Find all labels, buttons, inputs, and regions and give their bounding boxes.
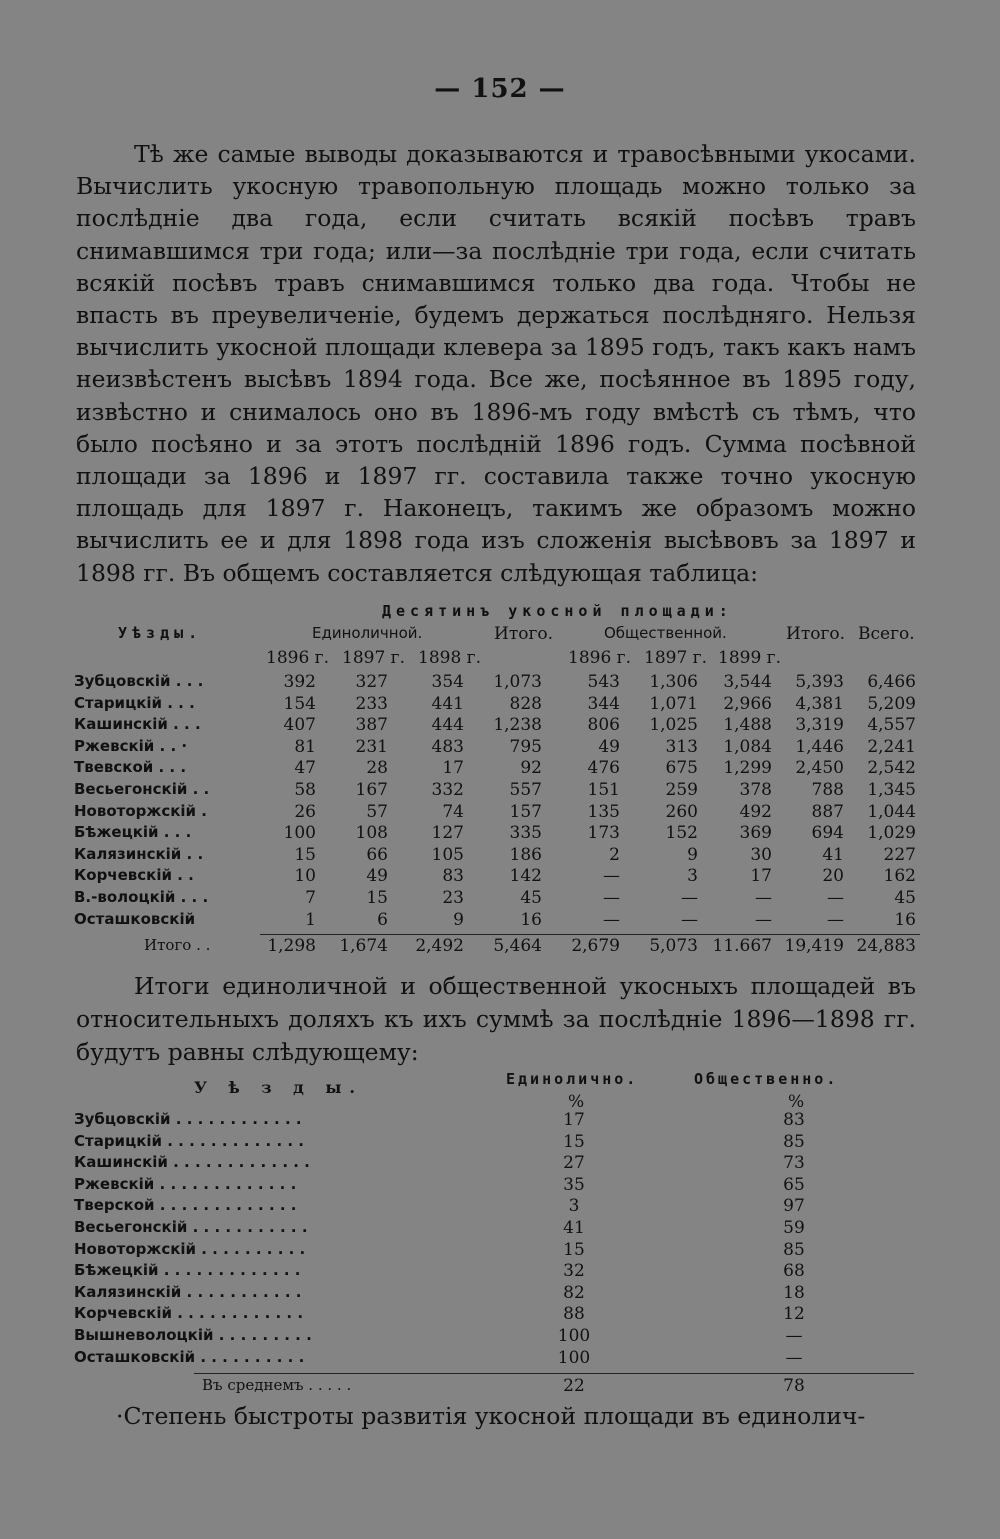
cell: 28 <box>366 758 388 779</box>
cell: 23 <box>442 888 464 908</box>
cell: 392 <box>283 672 316 692</box>
cell: 1,084 <box>723 736 772 757</box>
total-rule <box>260 934 920 935</box>
cell: 16 <box>894 909 916 930</box>
table-row <box>74 910 924 932</box>
row-label: Осташковскій . . . . . . . . . . <box>74 1347 305 1366</box>
cell: 1,238 <box>493 715 542 736</box>
cell: 17 <box>442 758 464 779</box>
cell: 26 <box>294 801 316 822</box>
row-label: Вышневолоцкій . . . . . . . . . <box>74 1326 312 1344</box>
cell: 5,393 <box>795 672 844 692</box>
cell: 354 <box>431 672 464 692</box>
cell: 4,381 <box>795 693 844 714</box>
header-individual: Единоличной. <box>312 624 423 642</box>
cell: 3 <box>568 1196 580 1217</box>
row-label: Новоторжскій . <box>74 801 207 820</box>
row-label: Зубцовскій . . . <box>74 672 204 690</box>
table-row <box>74 780 924 802</box>
cell: 100 <box>557 1326 591 1346</box>
cell: 32 <box>563 1261 585 1282</box>
table-row <box>74 737 924 759</box>
cell: 313 <box>665 736 698 757</box>
cell: 2,492 <box>415 936 464 956</box>
list-item <box>74 1218 924 1240</box>
table-row <box>74 715 924 737</box>
cell: 73 <box>783 1153 805 1174</box>
row-label: Калязинскій . . <box>74 844 204 863</box>
cell: 92 <box>520 758 542 779</box>
header-uezd: Уѣзды. <box>118 624 203 642</box>
t2-header-uezd: У ѣ з д ы. <box>194 1078 363 1097</box>
list-item <box>74 1175 924 1197</box>
cell: 557 <box>509 780 542 800</box>
list-item <box>74 1348 924 1370</box>
cell: 41 <box>822 844 844 865</box>
table-row <box>74 888 924 910</box>
row-label: Старицкій . . . . . . . . . . . . . <box>74 1131 304 1150</box>
cell: 1,488 <box>723 715 772 736</box>
header-itogo-1: Итого. <box>494 624 554 644</box>
row-label: Кашинскій . . . . . . . . . . . . . <box>74 1153 310 1172</box>
cell: 387 <box>355 715 388 736</box>
cell: 82 <box>563 1282 585 1303</box>
cell: 22 <box>563 1376 585 1396</box>
cell: 49 <box>366 866 388 887</box>
cell: 127 <box>431 823 464 844</box>
cell: 151 <box>587 780 620 800</box>
cell: 444 <box>431 715 464 736</box>
table-row <box>74 758 924 780</box>
cell: — <box>827 909 844 930</box>
table-row <box>74 845 924 867</box>
row-label: Осташковскій <box>74 909 196 928</box>
cell: 788 <box>811 780 844 800</box>
cell: 85 <box>783 1131 805 1152</box>
cell: 19,419 <box>784 936 844 956</box>
list-item <box>74 1240 924 1262</box>
cell: 58 <box>294 780 316 800</box>
table-row <box>74 694 924 716</box>
cell: — <box>755 888 772 908</box>
list-item <box>74 1110 924 1132</box>
cell: 1,674 <box>339 936 388 956</box>
list-item <box>74 1283 924 1305</box>
cell: 152 <box>665 823 698 844</box>
row-label: Старицкій . . . <box>74 693 195 712</box>
cell: 227 <box>883 844 916 865</box>
percent-sign: % <box>568 1092 585 1112</box>
table-row <box>74 866 924 888</box>
cell: 795 <box>509 736 542 757</box>
average-rule <box>194 1373 914 1374</box>
percent-sign: % <box>788 1092 805 1112</box>
row-label: Бѣжецкій . . . <box>74 823 192 842</box>
cell: 2 <box>609 844 620 865</box>
cell: 157 <box>509 801 542 822</box>
list-item <box>74 1196 924 1218</box>
row-label: Зубцовскій . . . . . . . . . . . . <box>74 1110 302 1128</box>
cell: 1,071 <box>649 693 698 714</box>
row-label: Калязинскій . . . . . . . . . . . <box>74 1282 302 1301</box>
list-item <box>74 1132 924 1154</box>
cell: 806 <box>587 715 620 736</box>
row-label: Кашинскій . . . <box>74 715 201 734</box>
cell: 142 <box>509 866 542 887</box>
year-header: 1896 г. <box>266 648 329 668</box>
cell: 68 <box>783 1261 805 1282</box>
cell: 3,544 <box>723 672 772 692</box>
row-label: Весьегонскій . . <box>74 780 210 798</box>
year-header: 1899 г. <box>718 648 781 668</box>
row-label: Итого . . <box>144 936 211 954</box>
cell: 1 <box>305 909 316 930</box>
cell: 2,450 <box>795 758 844 779</box>
row-label: Весьегонскій . . . . . . . . . . . <box>74 1218 308 1236</box>
average-row <box>74 1376 924 1398</box>
cell: 887 <box>811 801 844 822</box>
cell: 5,464 <box>493 936 542 956</box>
cell: 828 <box>509 693 542 714</box>
cell: 11.667 <box>712 936 772 956</box>
cell: 59 <box>783 1218 805 1238</box>
cell: 233 <box>355 693 388 714</box>
cell: 167 <box>355 780 388 800</box>
cell: — <box>785 1347 803 1368</box>
cell: 20 <box>822 866 844 887</box>
cell: 5,073 <box>649 936 698 956</box>
cell: 12 <box>783 1304 805 1325</box>
cell: — <box>603 909 620 930</box>
cell: 49 <box>598 736 620 757</box>
cell: — <box>827 888 844 908</box>
year-header: 1896 г. <box>568 648 631 668</box>
cell: 24,883 <box>856 936 916 956</box>
paragraph-3: ·Степень быстроты развитія укосной площади въ единолич- <box>116 1402 866 1430</box>
cell: 344 <box>587 693 620 714</box>
cell: 15 <box>366 888 388 908</box>
cell: 83 <box>442 866 464 887</box>
cell: 186 <box>509 844 542 865</box>
cell: 543 <box>587 672 620 692</box>
cell: 476 <box>587 758 620 779</box>
cell: 1,073 <box>493 672 542 692</box>
cell: 154 <box>283 693 316 714</box>
cell: 7 <box>305 888 316 908</box>
cell: 27 <box>563 1153 585 1174</box>
cell: 15 <box>563 1239 585 1260</box>
list-item <box>74 1304 924 1326</box>
cell: 78 <box>783 1376 805 1396</box>
cell: 1,298 <box>267 936 316 956</box>
list-item <box>74 1261 924 1283</box>
cell: 260 <box>665 801 698 822</box>
cell: 1,345 <box>867 780 916 800</box>
cell: 105 <box>431 844 464 865</box>
cell: 15 <box>563 1131 585 1152</box>
cell: 65 <box>783 1174 805 1195</box>
cell: 5,209 <box>867 693 916 714</box>
row-label: Твевской . . . <box>74 758 187 777</box>
cell: 35 <box>563 1174 585 1195</box>
cell: 16 <box>520 909 542 930</box>
t2-header-public: Общественно. <box>694 1070 839 1088</box>
cell: 97 <box>783 1196 805 1217</box>
cell: 100 <box>283 823 316 844</box>
cell: 45 <box>520 888 542 908</box>
t2-header-individual: Единолично. <box>506 1070 639 1088</box>
cell: 9 <box>453 909 464 930</box>
cell: 335 <box>509 823 542 844</box>
cell: 81 <box>294 736 316 757</box>
header-itogo-2: Итого. <box>786 624 846 644</box>
year-header: 1898 г. <box>418 648 481 668</box>
cell: — <box>785 1326 803 1346</box>
cell: 3 <box>687 866 698 887</box>
cell: 15 <box>294 844 316 865</box>
cell: 483 <box>431 736 464 757</box>
cell: 2,241 <box>867 736 916 757</box>
cell: 441 <box>431 693 464 714</box>
cell: 135 <box>587 801 620 822</box>
row-label: Ржевскій . . · <box>74 736 188 755</box>
cell: 41 <box>563 1218 585 1238</box>
cell: 17 <box>750 866 772 887</box>
cell: 85 <box>783 1239 805 1260</box>
cell: 675 <box>665 758 698 779</box>
cell: 108 <box>355 823 388 844</box>
page-number: — 152 — <box>434 74 566 104</box>
table-row <box>74 672 924 694</box>
cell: 1,299 <box>723 758 772 779</box>
cell: 3,319 <box>795 715 844 736</box>
cell: 45 <box>894 888 916 908</box>
cell: 2,679 <box>571 936 620 956</box>
row-label: Ржевскій . . . . . . . . . . . . . <box>74 1174 297 1193</box>
cell: — <box>681 909 698 930</box>
cell: — <box>603 866 620 887</box>
table-main-header: Десятинъ укосной площади: <box>382 602 733 620</box>
cell: 9 <box>687 844 698 865</box>
cell: 369 <box>739 823 772 844</box>
cell: 231 <box>355 736 388 757</box>
cell: 162 <box>883 866 916 887</box>
cell: 1,446 <box>795 736 844 757</box>
table-total-row <box>74 936 924 958</box>
cell: 1,029 <box>867 823 916 844</box>
cell: 83 <box>783 1110 805 1130</box>
row-label: Корчевскій . . <box>74 866 194 885</box>
list-item <box>74 1153 924 1175</box>
cell: 2,542 <box>867 758 916 779</box>
cell: 259 <box>665 780 698 800</box>
cell: 694 <box>811 823 844 844</box>
cell: 327 <box>355 672 388 692</box>
header-total: Всего. <box>858 624 915 644</box>
cell: 47 <box>294 758 316 779</box>
cell: 6,466 <box>867 672 916 692</box>
cell: 66 <box>366 844 388 865</box>
cell: 1,306 <box>649 672 698 692</box>
cell: 17 <box>563 1110 585 1130</box>
cell: 100 <box>557 1347 591 1368</box>
cell: 10 <box>294 866 316 887</box>
paragraph-1: Тѣ же самые выводы доказываются и травосѣвными укосами. Вычислить укосную травопольную площадь можно только за послѣдніе два года, если считать всякій посѣвъ травъ снимавшимся три года; или—за послѣдніе три года, если считать всякій посѣвъ травъ снимавшимся только два года. Чтобы не впасть въ преувеличеніе, будемъ держаться послѣдняго. Нельзя вычислить укосной площади клевера за 1895 годъ, такъ какъ намъ неизвѣстенъ высѣвъ 1894 года. Все же, посѣянное въ 1895 году, извѣстно и снималось оно въ 1896-мъ году вмѣстѣ съ тѣмъ, что было посѣяно и за этотъ послѣдній 1896 годъ. Сумма посѣвной площади за 1896 и 1897 гг. составила также точно укосную площадь для 1897 г. Наконецъ, такимъ же образомъ можно вычислить ее и для 1898 года изъ сложенія высѣвовъ за 1897 и 1898 гг. Въ общемъ составляется слѣдующая таблица: <box>76 140 916 587</box>
cell: 1,025 <box>649 715 698 736</box>
cell: — <box>681 888 698 908</box>
cell: 492 <box>739 801 772 822</box>
cell: — <box>603 888 620 908</box>
cell: 57 <box>366 801 388 822</box>
table-row <box>74 823 924 845</box>
cell: 378 <box>739 780 772 800</box>
cell: 30 <box>750 844 772 865</box>
cell: 4,557 <box>867 715 916 736</box>
row-label: Бѣжецкій . . . . . . . . . . . . . <box>74 1261 301 1280</box>
year-header: 1897 г. <box>644 648 707 668</box>
cell: 332 <box>431 780 464 800</box>
row-label: Въ среднемъ . . . . . <box>202 1376 352 1394</box>
list-item <box>74 1326 924 1348</box>
row-label: Тверской . . . . . . . . . . . . . <box>74 1196 297 1215</box>
cell: 2,966 <box>723 693 772 714</box>
cell: 88 <box>563 1304 585 1325</box>
row-label: Корчевскій . . . . . . . . . . . . <box>74 1304 304 1323</box>
cell: 6 <box>377 909 388 930</box>
row-label: Новоторжскій . . . . . . . . . . <box>74 1239 306 1258</box>
cell: 1,044 <box>867 801 916 822</box>
table-row <box>74 802 924 824</box>
cell: 18 <box>783 1282 805 1303</box>
cell: 407 <box>283 715 316 736</box>
cell: — <box>755 909 772 930</box>
row-label: В.-волоцкій . . . <box>74 888 209 906</box>
year-header: 1897 г. <box>342 648 405 668</box>
header-public: Общественной. <box>604 624 727 642</box>
cell: 173 <box>587 823 620 844</box>
paragraph-2: Итоги единоличной и общественной укосныхъ площадей въ относительныхъ доляхъ къ ихъ суммѣ за послѣдніе 1896—1898 гг. будутъ равны слѣдующему: <box>76 972 916 1066</box>
cell: 74 <box>442 801 464 822</box>
